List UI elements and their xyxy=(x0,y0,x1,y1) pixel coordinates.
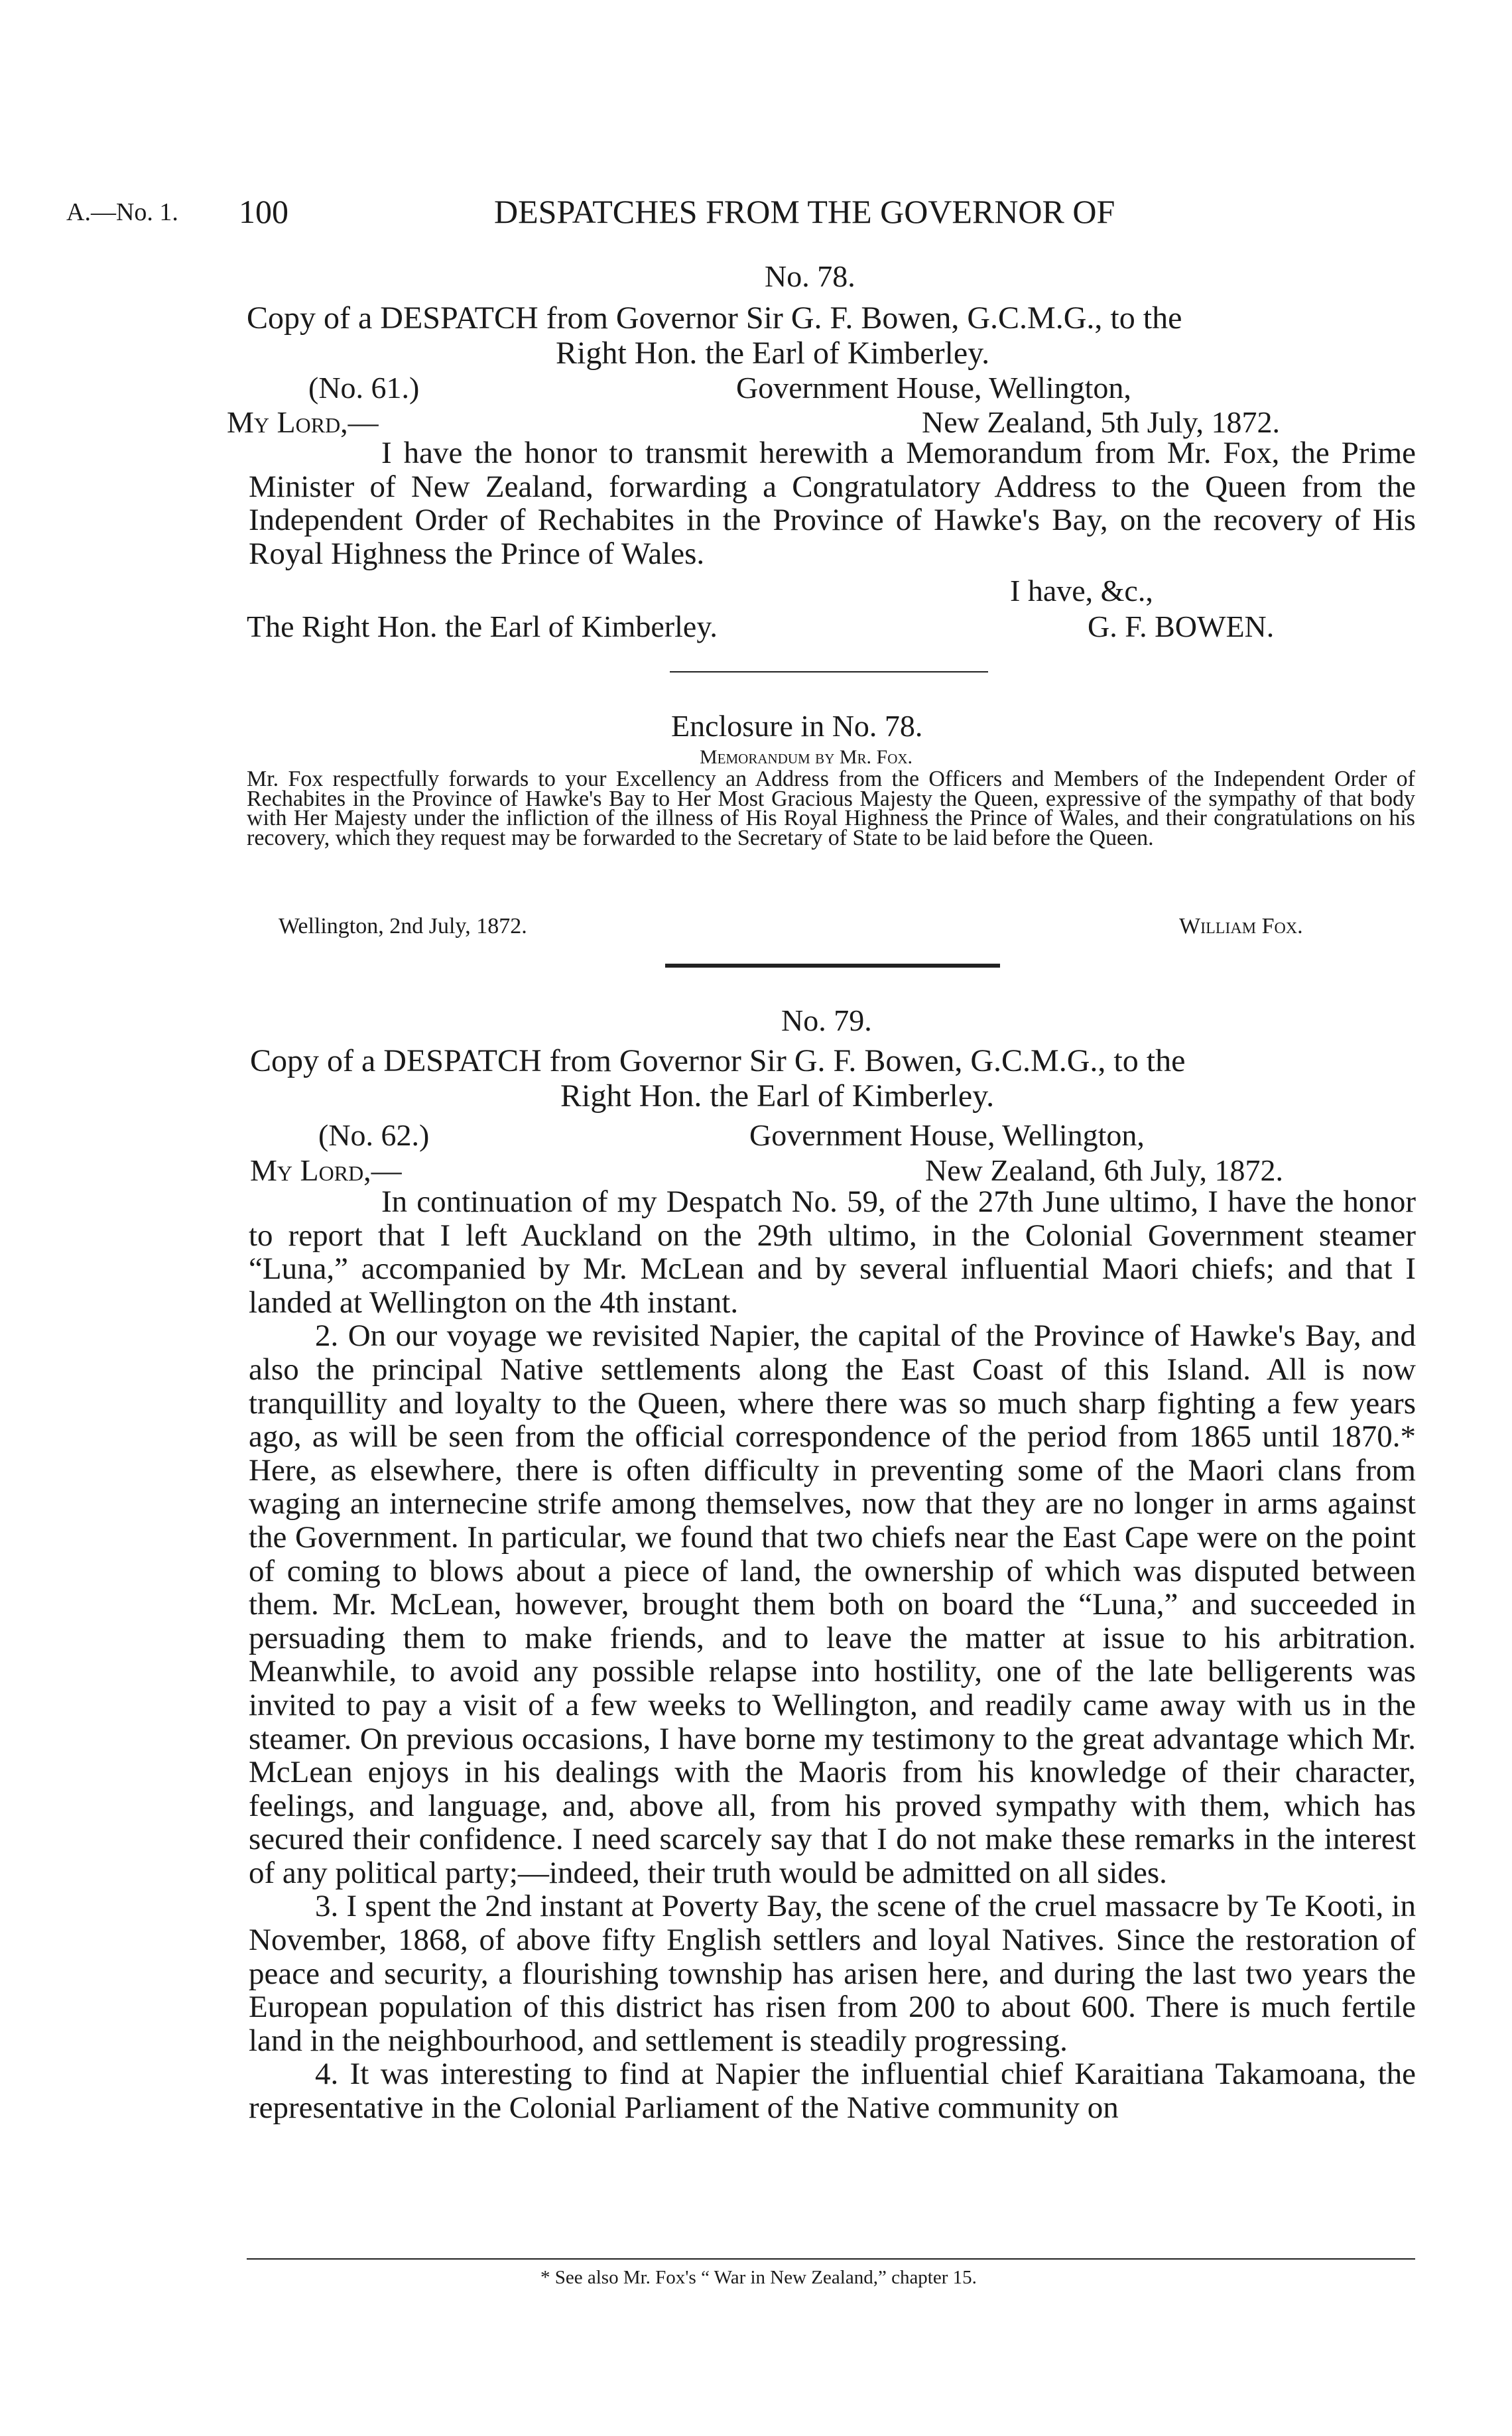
page-ref: A.—No. 1. xyxy=(66,198,178,226)
despatch-79-salutation: My Lord,— xyxy=(250,1153,402,1187)
despatch-78-ref-no: (No. 61.) xyxy=(308,371,420,405)
page-number: 100 xyxy=(239,193,288,230)
enclosure-78-body: Mr. Fox respectfully forwards to your Excellency an Address from the Officers and Members of the Independent Order of Rechabites in the Province of Hawke's Bay to Her Most Gracious Majesty the Queen, expressive of the sympathy of that body with Her Majesty under the infliction of the illness of His Royal Highness the Prince of Wales, and their congratulations on his recovery, which they request may be forwarded to the Secretary of State to be laid before the Queen. xyxy=(247,767,1415,850)
enclosure-78-place-date: Wellington, 2nd July, 1872. xyxy=(279,914,527,938)
footnote-rule xyxy=(247,2258,1415,2260)
despatch-79-ref-no: (No. 62.) xyxy=(318,1118,430,1152)
despatch-79-body xyxy=(249,1185,1416,2125)
despatch-78-address-line2: New Zealand, 5th July, 1872. xyxy=(922,405,1280,439)
enclosure-78-signature: William Fox. xyxy=(1179,914,1303,938)
despatch-78-number: No. 78. xyxy=(765,259,855,293)
despatch-78-signature: G. F. BOWEN. xyxy=(1088,609,1275,643)
despatch-78-heading-line2: Right Hon. the Earl of Kimberley. xyxy=(556,336,990,371)
despatch-79-paragraph-2: 2. On our voyage we revisited Napier, the capital of the Province of Hawke's Bay, and also the principal Native settlements along the East Coast of this Island. All is now tranquillity and loyalty to the Queen, where there was so much sharp fighting a few years ago, as will be seen from the official correspondence of the period from 1865 until 1870.* Here, as elsewhere, there is often difficulty in preventing some of the Maori clans from waging an internecine strife among themselves, now that they are no longer in arms against the Government. In particular, we found that two chiefs near the East Cape were on the point of coming to blows about a piece of land, the ownership of which was disputed between them. Mr. McLean, however, brought them both on board the “Luna,” and succeeded in persuading them to make friends, and to leave the matter at issue to his arbitration. Meanwhile, to avoid any possible relapse into hostility, one of the late belligerents was invited to pay a visit of a few weeks to Wellington, and readily came away with us in the steamer. On previous occasions, I have borne my testimony to the great advantage which Mr. McLean enjoys in his dealings with the Maoris from his knowledge of their character, feelings, and language, and, above all, from his proved sympathy with them, which has secured their confidence. I need scarcely say that I do not make these remarks in the interest of any political party;—indeed, their truth would be admitted on all sides. xyxy=(249,1318,1416,1890)
despatch-79-paragraph-1: In continuation of my Despatch No. 59, of the 27th June ultimo, I have the honor to report that I left Auckland on the 29th ultimo, in the Colonial Government steamer “Luna,” accompanied by Mr. McLean and by several influential Maori chiefs; and that I landed at Wellington on the 4th instant. xyxy=(249,1185,1416,1320)
despatch-79-paragraph-3: 3. I spent the 2nd instant at Poverty Bay, the scene of the cruel massacre by Te Kooti, in November, 1868, of above fifty English settlers and loyal Natives. Since the restoration of peace and security, a flourishing township has arisen here, and during the last two years the European population of this district has risen from 200 to about 600. There is much fertile land in the neighbourhood, and settlement is steadily progressing. xyxy=(249,1889,1416,2058)
despatch-79-number: No. 79. xyxy=(781,1003,872,1037)
footnote: * See also Mr. Fox's “ War in New Zealand,” chapter 15. xyxy=(540,2267,977,2288)
despatch-79-address-line1: Government House, Wellington, xyxy=(749,1118,1145,1152)
despatch-78-heading-line1: Copy of a DESPATCH from Governor Sir G. F. Bowen, G.C.M.G., to the xyxy=(247,300,1182,336)
despatch-79-heading-line1: Copy of a DESPATCH from Governor Sir G. F. Bowen, G.C.M.G., to the xyxy=(250,1043,1186,1078)
divider-thick xyxy=(665,964,1000,968)
despatch-79-paragraph-4: 4. It was interesting to find at Napier the influential chief Karaitiana Takamoana, the representative in the Colonial Parliament of the Native community on xyxy=(249,2057,1416,2126)
enclosure-78-title: Enclosure in No. 78. xyxy=(671,709,923,743)
despatch-79-address-line2: New Zealand, 6th July, 1872. xyxy=(925,1153,1283,1187)
enclosure-78-subtitle: Memorandum by Mr. Fox. xyxy=(700,746,913,768)
despatch-78-body: I have the honor to transmit herewith a Memorandum from Mr. Fox, the Prime Minister of New Zealand, forwarding a Congratulatory Address to the Queen from the Independent Order of Rechabites in the Province of Hawke's Bay, on the recovery of His Royal Highness the Prince of Wales. xyxy=(249,436,1416,571)
running-title: DESPATCHES FROM THE GOVERNOR OF xyxy=(494,193,1115,230)
despatch-78-address-line1: Government House, Wellington, xyxy=(736,371,1131,405)
despatch-78-salutation: My Lord,— xyxy=(227,405,379,439)
despatch-78-recipient: The Right Hon. the Earl of Kimberley. xyxy=(247,609,718,643)
despatch-78-closing: I have, &c., xyxy=(1010,574,1153,608)
despatch-79-heading-line2: Right Hon. the Earl of Kimberley. xyxy=(560,1078,995,1114)
divider-thin xyxy=(670,671,988,673)
